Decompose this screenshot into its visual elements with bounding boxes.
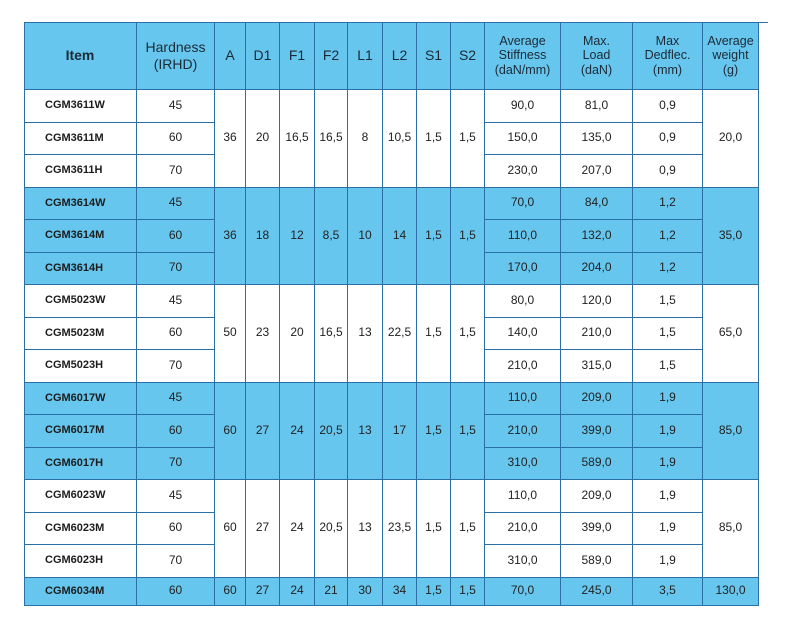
dimension-l1: 30 — [348, 578, 383, 606]
hardness-value: 45 — [137, 383, 215, 416]
dimension-f1: 24 — [280, 480, 315, 578]
max-deflection-value: 3,5 — [633, 578, 703, 606]
stiffness-value: 90,0 — [485, 90, 561, 123]
dimension-f1: 20 — [280, 285, 315, 383]
max-load-value: 209,0 — [561, 480, 633, 513]
dimension-f1: 24 — [280, 383, 315, 481]
item-code: CGM3611M — [24, 123, 137, 156]
header-hardness: Hardness (IRHD) — [137, 22, 215, 90]
dimension-s2: 1,5 — [451, 578, 485, 606]
item-code: CGM3614W — [24, 188, 137, 221]
dimension-s1: 1,5 — [417, 90, 451, 188]
dimension-s2: 1,5 — [451, 90, 485, 188]
max-load-value: 120,0 — [561, 285, 633, 318]
dimension-l2: 23,5 — [383, 480, 417, 578]
header-f1: F1 — [280, 22, 315, 90]
stiffness-value: 210,0 — [485, 513, 561, 546]
stiffness-value: 170,0 — [485, 253, 561, 286]
avg-weight-value: 130,0 — [703, 578, 759, 606]
max-deflection-value: 1,5 — [633, 285, 703, 318]
max-load-value: 209,0 — [561, 383, 633, 416]
max-load-value: 399,0 — [561, 415, 633, 448]
dimension-s1: 1,5 — [417, 480, 451, 578]
header-l2: L2 — [383, 22, 417, 90]
dimension-l1: 13 — [348, 480, 383, 578]
hardness-value: 45 — [137, 90, 215, 123]
max-load-value: 132,0 — [561, 220, 633, 253]
max-load-value: 315,0 — [561, 350, 633, 383]
stiffness-value: 230,0 — [485, 155, 561, 188]
hardness-value: 60 — [137, 123, 215, 156]
max-deflection-value: 0,9 — [633, 90, 703, 123]
header-max-load: Max. Load (daN) — [561, 22, 633, 90]
item-code: CGM3611W — [24, 90, 137, 123]
stiffness-value: 110,0 — [485, 220, 561, 253]
max-deflection-value: 1,5 — [633, 318, 703, 351]
item-code: CGM6023W — [24, 480, 137, 513]
table-grid — [24, 22, 768, 606]
dimension-f2: 16,5 — [315, 285, 348, 383]
avg-weight-value: 85,0 — [703, 480, 759, 578]
dimension-a: 36 — [215, 90, 246, 188]
max-load-value: 207,0 — [561, 155, 633, 188]
max-deflection-value: 0,9 — [633, 155, 703, 188]
hardness-value: 60 — [137, 318, 215, 351]
stiffness-value: 110,0 — [485, 480, 561, 513]
header-item: Item — [24, 22, 137, 90]
dimension-f1: 16,5 — [280, 90, 315, 188]
max-load-value: 210,0 — [561, 318, 633, 351]
hardness-value: 60 — [137, 513, 215, 546]
dimension-f2: 20,5 — [315, 480, 348, 578]
dimension-a: 60 — [215, 480, 246, 578]
hardness-value: 60 — [137, 220, 215, 253]
hardness-value: 70 — [137, 155, 215, 188]
dimension-l2: 10,5 — [383, 90, 417, 188]
stiffness-value: 110,0 — [485, 383, 561, 416]
header-f2: F2 — [315, 22, 348, 90]
item-code: CGM3614H — [24, 253, 137, 286]
header-s1: S1 — [417, 22, 451, 90]
max-load-value: 245,0 — [561, 578, 633, 606]
stiffness-value: 310,0 — [485, 545, 561, 578]
max-load-value: 81,0 — [561, 90, 633, 123]
item-code: CGM3614M — [24, 220, 137, 253]
header-s2: S2 — [451, 22, 485, 90]
stiffness-value: 140,0 — [485, 318, 561, 351]
max-load-value: 204,0 — [561, 253, 633, 286]
hardness-value: 70 — [137, 545, 215, 578]
max-deflection-value: 1,2 — [633, 253, 703, 286]
dimension-d1: 27 — [246, 480, 280, 578]
max-deflection-value: 1,9 — [633, 480, 703, 513]
dimension-s2: 1,5 — [451, 480, 485, 578]
max-deflection-value: 0,9 — [633, 123, 703, 156]
dimension-l1: 13 — [348, 285, 383, 383]
item-code: CGM6023M — [24, 513, 137, 546]
max-deflection-value: 1,9 — [633, 415, 703, 448]
item-code: CGM5023H — [24, 350, 137, 383]
max-deflection-value: 1,2 — [633, 188, 703, 221]
spec-table — [24, 22, 768, 606]
dimension-a: 36 — [215, 188, 246, 286]
avg-weight-value: 85,0 — [703, 383, 759, 481]
max-deflection-value: 1,9 — [633, 448, 703, 481]
dimension-d1: 27 — [246, 383, 280, 481]
item-code: CGM5023M — [24, 318, 137, 351]
dimension-f2: 16,5 — [315, 90, 348, 188]
dimension-d1: 20 — [246, 90, 280, 188]
stiffness-value: 70,0 — [485, 188, 561, 221]
dimension-f2: 8,5 — [315, 188, 348, 286]
hardness-value: 70 — [137, 350, 215, 383]
hardness-value: 60 — [137, 578, 215, 606]
max-deflection-value: 1,9 — [633, 513, 703, 546]
dimension-a: 60 — [215, 383, 246, 481]
header-avg-stiffness: Average Stiffness (daN/mm) — [485, 22, 561, 90]
dimension-a: 50 — [215, 285, 246, 383]
dimension-d1: 18 — [246, 188, 280, 286]
stiffness-value: 310,0 — [485, 448, 561, 481]
dimension-l2: 17 — [383, 383, 417, 481]
max-load-value: 399,0 — [561, 513, 633, 546]
stiffness-value: 80,0 — [485, 285, 561, 318]
dimension-d1: 23 — [246, 285, 280, 383]
dimension-f2: 21 — [315, 578, 348, 606]
dimension-l1: 10 — [348, 188, 383, 286]
max-load-value: 84,0 — [561, 188, 633, 221]
dimension-s2: 1,5 — [451, 383, 485, 481]
header-a: A — [215, 22, 246, 90]
dimension-s1: 1,5 — [417, 285, 451, 383]
hardness-value: 45 — [137, 188, 215, 221]
dimension-s1: 1,5 — [417, 188, 451, 286]
dimension-s1: 1,5 — [417, 578, 451, 606]
hardness-value: 45 — [137, 480, 215, 513]
max-deflection-value: 1,5 — [633, 350, 703, 383]
item-code: CGM6017H — [24, 448, 137, 481]
max-deflection-value: 1,9 — [633, 383, 703, 416]
dimension-l1: 13 — [348, 383, 383, 481]
dimension-f2: 20,5 — [315, 383, 348, 481]
dimension-f1: 12 — [280, 188, 315, 286]
header-d1: D1 — [246, 22, 280, 90]
dimension-l2: 22,5 — [383, 285, 417, 383]
item-code: CGM6017M — [24, 415, 137, 448]
hardness-value: 60 — [137, 415, 215, 448]
dimension-s2: 1,5 — [451, 188, 485, 286]
dimension-l1: 8 — [348, 90, 383, 188]
item-code: CGM6017W — [24, 383, 137, 416]
dimension-l2: 14 — [383, 188, 417, 286]
avg-weight-value: 20,0 — [703, 90, 759, 188]
stiffness-value: 70,0 — [485, 578, 561, 606]
hardness-value: 70 — [137, 448, 215, 481]
header-l1: L1 — [348, 22, 383, 90]
avg-weight-value: 65,0 — [703, 285, 759, 383]
max-load-value: 589,0 — [561, 545, 633, 578]
dimension-l2: 34 — [383, 578, 417, 606]
dimension-a: 60 — [215, 578, 246, 606]
header-avg-weight: Average weight (g) — [703, 22, 759, 90]
hardness-value: 70 — [137, 253, 215, 286]
stiffness-value: 150,0 — [485, 123, 561, 156]
stiffness-value: 210,0 — [485, 350, 561, 383]
max-load-value: 589,0 — [561, 448, 633, 481]
dimension-s2: 1,5 — [451, 285, 485, 383]
max-deflection-value: 1,9 — [633, 545, 703, 578]
dimension-s1: 1,5 — [417, 383, 451, 481]
avg-weight-value: 35,0 — [703, 188, 759, 286]
max-deflection-value: 1,2 — [633, 220, 703, 253]
item-code: CGM6034M — [24, 578, 137, 606]
item-code: CGM6023H — [24, 545, 137, 578]
hardness-value: 45 — [137, 285, 215, 318]
item-code: CGM3611H — [24, 155, 137, 188]
dimension-d1: 27 — [246, 578, 280, 606]
item-code: CGM5023W — [24, 285, 137, 318]
stiffness-value: 210,0 — [485, 415, 561, 448]
header-max-deflection: Max Dedflec. (mm) — [633, 22, 703, 90]
dimension-f1: 24 — [280, 578, 315, 606]
max-load-value: 135,0 — [561, 123, 633, 156]
